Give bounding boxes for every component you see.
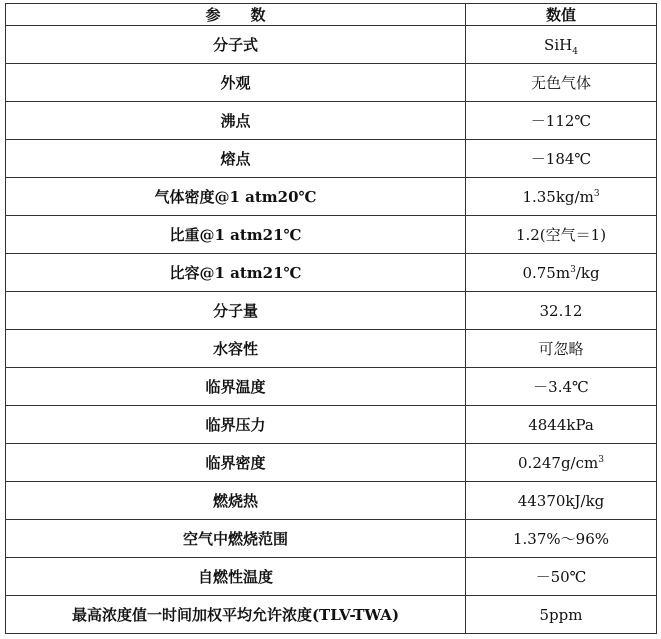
param-cell: 比容@1 atm21℃ <box>6 254 466 292</box>
value-cell: －184℃ <box>466 140 657 178</box>
param-cell: 沸点 <box>6 102 466 140</box>
value-cell: $0.247g/cm^3$ <box>466 444 657 482</box>
value-cell: －112℃ <box>466 102 657 140</box>
param-cell: 气体密度@1 atm20℃ <box>6 178 466 216</box>
table-row <box>6 596 657 634</box>
param-cell: 临界密度 <box>6 444 466 482</box>
value-cell: 32.12 <box>466 292 657 330</box>
table-row <box>6 64 657 102</box>
value-cell: $0.75m^3/kg$ <box>466 254 657 292</box>
value-cell: －50℃ <box>466 558 657 596</box>
table-row <box>6 292 657 330</box>
value-cell: 可忽略 <box>466 330 657 368</box>
header-value: 数值 <box>466 4 657 26</box>
param-cell: 熔点 <box>6 140 466 178</box>
table-row <box>6 26 657 64</box>
table-row <box>6 140 657 178</box>
properties-table <box>5 3 657 634</box>
table-row <box>6 330 657 368</box>
table-row <box>6 216 657 254</box>
param-cell: 水容性 <box>6 330 466 368</box>
param-cell: 最高浓度值一时间加权平均允许浓度(TLV-TWA) <box>6 596 466 634</box>
value-cell: 1.37%～96% <box>466 520 657 558</box>
table-row <box>6 520 657 558</box>
header-row <box>6 4 657 26</box>
param-cell: 自燃性温度 <box>6 558 466 596</box>
param-cell: 外观 <box>6 64 466 102</box>
table-row <box>6 368 657 406</box>
param-cell: 临界温度 <box>6 368 466 406</box>
param-cell: 分子式 <box>6 26 466 64</box>
table-row <box>6 406 657 444</box>
param-cell: 比重@1 atm21℃ <box>6 216 466 254</box>
table-row <box>6 482 657 520</box>
value-cell: －3.4℃ <box>466 368 657 406</box>
table-row <box>6 102 657 140</box>
header-param: 参 数 <box>6 4 466 26</box>
value-cell: $1.35kg/m^3$ <box>466 178 657 216</box>
param-cell: 分子量 <box>6 292 466 330</box>
table-row <box>6 444 657 482</box>
table-row <box>6 178 657 216</box>
table-row <box>6 254 657 292</box>
param-cell: 空气中燃烧范围 <box>6 520 466 558</box>
param-cell: 临界压力 <box>6 406 466 444</box>
value-cell: 5ppm <box>466 596 657 634</box>
value-cell: 4844kPa <box>466 406 657 444</box>
value-cell: 无色气体 <box>466 64 657 102</box>
table-row <box>6 558 657 596</box>
param-cell: 燃烧热 <box>6 482 466 520</box>
value-cell: SiH$_4$ <box>466 26 657 64</box>
value-cell: 44370kJ/kg <box>466 482 657 520</box>
value-cell: 1.2(空气＝1) <box>466 216 657 254</box>
